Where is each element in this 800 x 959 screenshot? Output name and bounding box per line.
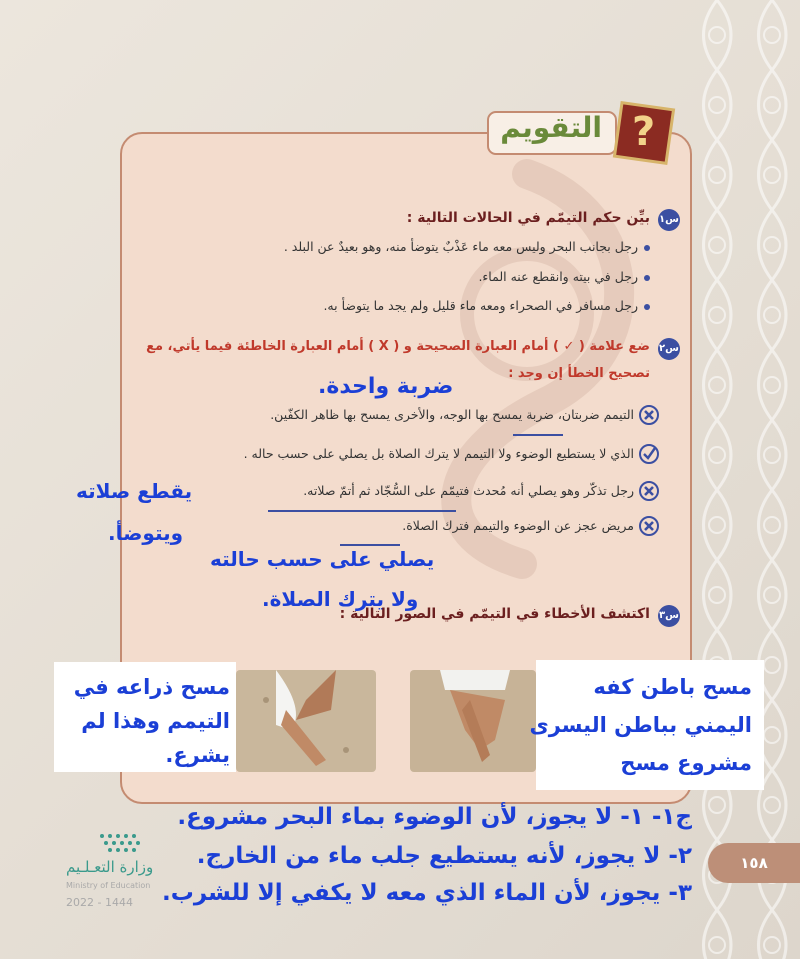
handwritten-fix-4-line2: ولا يترك الصلاة. <box>262 587 419 611</box>
q2-statement-2: الذي لا يستطيع الوضوء ولا التيمم لا يترك الصلاة بل يصلي على حسب حاله . <box>243 446 634 461</box>
q3-number-icon: س٣ <box>658 605 680 627</box>
q1-title: بيِّن حكم التيمّم في الحالات التالية : <box>406 210 650 226</box>
q2-number-icon: س٢ <box>658 338 680 360</box>
q1-answer-line2: ٢- لا يجوز، لأنه يستطيع جلب ماء من الخارج. <box>196 843 692 869</box>
q1-item-2-text: رجل في بيته وانقطع عنه الماء. <box>478 269 638 284</box>
bullet-icon <box>644 304 650 310</box>
photo-left-answer-line1: مسح ذراعه في <box>73 675 230 699</box>
underline <box>513 434 563 436</box>
handwritten-fix-3-line1: يقطع صلاته <box>76 479 193 503</box>
q1-item-3-text: رجل مسافر في الصحراء ومعه ماء قليل ولم يجد ما يتوضأ به. <box>323 298 638 313</box>
q3-title: اكتشف الأخطاء في التيمّم في الصور التالية : <box>339 606 650 622</box>
q2-title-line2: تصحيح الخطأ إن وجد : <box>508 366 650 381</box>
q2-statement-3: رجل تذكّر وهو يصلي أنه مُحدث فتيمّم على السُّجّاد ثم أتمّ صلاته. <box>303 483 634 498</box>
underline <box>268 510 456 512</box>
q2-statement-4: مريض عجز عن الوضوء والتيمم فترك الصلاة. <box>402 518 634 533</box>
photo-left-answer-line2: التيمم وهذا لم <box>81 709 230 733</box>
question-mark-icon: ? <box>632 109 656 155</box>
lesson-title: التقويم <box>500 111 602 144</box>
tayammum-photo-left <box>236 670 376 772</box>
ministry-name-english: Ministry of Education <box>66 881 151 890</box>
bullet-icon <box>644 275 650 281</box>
handwritten-fix-4-line1: يصلي على حسب حالته <box>210 547 435 571</box>
x-mark-icon <box>639 405 659 425</box>
handwritten-fix-3-line2: ويتوضأ. <box>108 521 184 545</box>
bullet-icon <box>644 245 650 251</box>
x-mark-icon <box>639 516 659 536</box>
page-number: ١٥٨ <box>708 843 800 883</box>
ministry-name-arabic: وزارة التعـلـيم <box>66 858 154 876</box>
x-mark-icon <box>639 481 659 501</box>
photo-right-answer-line1: مسح باطن كفه <box>593 675 752 699</box>
ministry-year: 2022 - 1444 <box>66 896 133 909</box>
q1-number-icon: س١ <box>658 209 680 231</box>
q1-item-3 <box>323 298 650 313</box>
q1-answer-line1: ج١- ١- لا يجوز، لأن الوضوء بماء البحر مشروع. <box>177 804 692 830</box>
photo-left-answer-line3: يشرع. <box>165 743 230 767</box>
q1-item-1-text: رجل بجانب البحر وليس معه ماء عَذْبٌ يتوضأ منه، وهو بعيدٌ عن البلد . <box>283 239 638 254</box>
underline <box>340 544 400 546</box>
q2-title-line1: ضع علامة ( ✓ ) أمام العبارة الصحيحة و ( X ) أمام العبارة الخاطئة فيما يأتي، مع <box>146 339 650 354</box>
q1-item-2 <box>478 269 650 284</box>
q1-answer-line3: ٣- يجوز، لأن الماء الذي معه لا يكفي إلا للشرب. <box>162 880 692 906</box>
tayammum-photo-right <box>410 670 536 772</box>
q2-statement-1: التيمم ضربتان، ضربة يمسح بها الوجه، والأخرى يمسح بها ظاهر الكفّين. <box>270 407 634 422</box>
check-mark-icon <box>639 444 659 464</box>
ornament-border-pattern <box>690 0 800 959</box>
photo-right-answer-line2: اليمني بباطن اليسرى <box>529 713 752 737</box>
q1-item-1 <box>284 239 650 254</box>
photo-right-answer-line3: مشروع مسح <box>620 751 752 775</box>
handwritten-fix-1: ضربة واحدة. <box>318 374 454 399</box>
